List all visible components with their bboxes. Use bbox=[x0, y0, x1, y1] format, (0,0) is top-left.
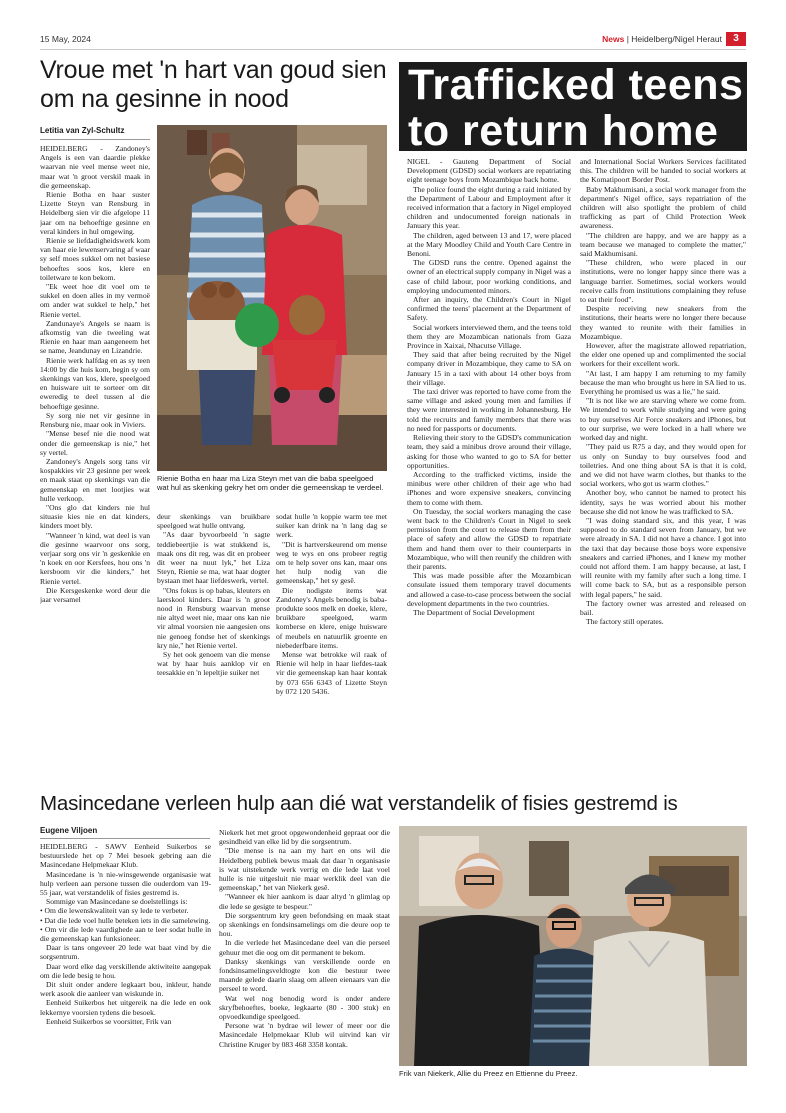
paragraph: deur skenkings van bruikbare speelgoed wat hulle ontvang. bbox=[157, 512, 270, 531]
paragraph: Baby Makhumisani, a social work manager from the department's Nigel office, says repatriation of the children will also spotlight the problem of child trafficking as part of Child Protection Week awareness. bbox=[580, 184, 746, 231]
paragraph: HEIDELBERG - SAWV Eenheid Suikerbos se bestuurslede het op 7 Mei besoek gebring aan die Masincedane Helpmekaar Klub. bbox=[40, 842, 211, 870]
article1-column-1 bbox=[40, 144, 150, 786]
photo-three-men bbox=[399, 826, 747, 1066]
paragraph: "Ek weet hoe dit voel om te sukkel en doen alles in my vermoë om ander wat sukkel te help," het Rienie vertel. bbox=[40, 282, 150, 319]
paragraph: Niekerk het met groot opgewondenheid gepraat oor die gesindheid van elke lid by die sorgsentrum. bbox=[219, 828, 390, 847]
paragraph: "Wanneer 'n kind, wat deel is van die gesinne waarvoor ons sorg, verjaar sorg ons vir 'n geskenkie en 'n koek en oor Kersfees, hou ons 'n kersboom vir die kinders," het Rienie vertel. bbox=[40, 530, 150, 586]
article1-photo-caption: Rienie Botha en haar ma Liza Steyn met van die baba speelgoed wat hul as skenking gekry het om onder die gemeenskap te verdeel. bbox=[157, 474, 384, 492]
paragraph: HEIDELBERG - Zandoney's Angels is een van daardie plekke waarvan nie veel mense weet nie, maar wat 'n groot verskil maak in die gemeenskap. bbox=[40, 144, 150, 190]
paragraph: Relieving their story to the GDSD's communication team, they said a minibus drove around their village, asking for those who wanted to go to SA for better opportunities. bbox=[407, 433, 571, 470]
article3-photo bbox=[399, 826, 747, 1066]
paragraph: The Department of Social Development bbox=[413, 607, 535, 617]
paragraph: The factory owner was arrested and released on bail. bbox=[580, 598, 746, 617]
paragraph: • Dat die lede voel hulle beteken iets in die samelewing. bbox=[40, 915, 211, 925]
paragraph: On Tuesday, the social workers managing the case went back to the Children's Court in Nigel to seek permission from the court to release them from their place of safety and allow the GDSD to repatriate them and hand them over to their counterparts in Mozambique, who will then reunify the children with their parents. bbox=[407, 506, 571, 571]
paragraph: Sy het ook genoem van die mense wat by haar huis aanklop vir en teesakkie en 'n lepeltjie suiker net bbox=[157, 650, 270, 678]
paragraph: Eenheid Suikerbos het uitgereik na die lede en ook lekkernye voorsien tydens die besoek. bbox=[40, 998, 211, 1017]
paragraph: According to the trafficked victims, inside the minibus were other children of their age who had iPhones and wore expensive sneakers, convincing them to come with them. bbox=[407, 469, 571, 507]
paragraph: "Wanneer ek hier aankom is daar altyd 'n glimlag op die lede se gesigte te bespeur." bbox=[219, 892, 390, 911]
section-separator: | bbox=[624, 34, 632, 44]
paragraph: Danksy skenkings van verskillende oorde en fondsinsamelingsveldtogte kon die bestuur twee maande gelede daarin slaag om alleen eienaars van die perseel te word. bbox=[219, 956, 390, 994]
paragraph: Rienie se liefdadigheidswerk kom van haar eie lewenservaring af waar sy self moes sukkel om net basiese behoeftes soos kos, klere en toiletware te kon bekom. bbox=[40, 236, 150, 282]
paragraph: Daar word elke dag verskillende aktiwiteite aangepak om die lede besig te hou. bbox=[40, 961, 211, 980]
article1-byline: Letitia van Zyl-Schultz bbox=[40, 126, 125, 135]
photo-two-women-with-toys bbox=[157, 125, 387, 471]
paragraph: Zandoney's Angels sorg tans vir kospakkies vir 23 gesinne per week en maak staat op skenkings van die gemeenskap en met lootjies wat hulle verkoop. bbox=[40, 456, 150, 503]
paragraph: Sommige van Masincedane se doelstellings is: bbox=[46, 897, 188, 907]
paragraph: "At last, I am happy I am returning to my family because the man who brought us here in SA lied to us. Everything he promised us was a lie," he said. bbox=[580, 368, 746, 397]
section-label bbox=[602, 34, 722, 44]
section-name: News bbox=[602, 34, 625, 44]
article1-byline-rule bbox=[40, 139, 150, 140]
paragraph: Mense wat betrokke wil raak of Rienie wil help in haar liefdes-taak vir die gemeenskap kan haar kontak by 073 656 6343 of Lizette Steyn by 072 120 5436. bbox=[276, 650, 387, 696]
paragraph: Daar is tans ongeveer 20 lede wat baat vind by die sorgsentrum. bbox=[40, 943, 211, 962]
article1-headline: Vroue met 'n hart van goud sien om na gesinne in nood bbox=[40, 56, 387, 113]
article2-headline: Trafficked teens to return home bbox=[408, 61, 744, 155]
article3-byline: Eugene Viljoen bbox=[40, 826, 98, 835]
paragraph: However, after the magistrate allowed repatriation, the elder one opened up and complimented the social workers for their excellent work. bbox=[580, 341, 746, 369]
paragraph: "They paid us R75 a day, and they would open for us only on Sunday to buy ourselves food and toiletries. And one thing about SA is that it is cold, and we did not have warm clothes, but thanks to the social workers, who got us warm clothes." bbox=[580, 442, 746, 489]
article1-photo bbox=[157, 125, 387, 471]
article3-column-2 bbox=[219, 828, 390, 1082]
paragraph: Despite receiving new sneakers from the institutions, their hearts were no longer there because they wanted to reunite with their families in Mozambique. bbox=[580, 304, 746, 341]
paragraph: In die verlede het Masincedane deel van die perseel gehuur met die oog om dit permanent te bekom. bbox=[219, 938, 390, 957]
page-number-badge: 3 bbox=[726, 32, 746, 46]
paragraph: Rienie werk halfdag en as sy teen 14:00 by die huis kom, begin sy om skenkings van kos, klere, speelgoed en huisware uit te sorteer om dit eweredig te deel tussen al die behoeftige gesinne. bbox=[40, 355, 150, 411]
paragraph: Wat wel nog benodig word is onder andere skryfbehoeftes, boeke, legkaarte (80 - 300 stuk) en opvoedkundige speelgoed. bbox=[219, 993, 390, 1022]
article3-headline: Masincedane verleen hulp aan dié wat verstandelik of fisies gestremd is bbox=[40, 792, 678, 815]
header-divider bbox=[40, 49, 746, 50]
paragraph: The children, aged between 13 and 17, were placed at the Mary Moodley Child and Youth Care Centre in Benoni. bbox=[407, 230, 571, 259]
paragraph: Persone wat 'n bydrae wil lewer of meer oor die Masincedale Helpmekaar Klub wil uitvind kan vir Christine Kruger by 083 468 3358 kontak. bbox=[219, 1021, 390, 1049]
article1-column-3 bbox=[276, 512, 387, 788]
paragraph: "The children are happy, and we are happy as a team because we managed to complete the matter," said Makhumisani. bbox=[580, 230, 746, 259]
paragraph: They said that after being recruited by the Nigel company driver in Mozambique, they came to SA on January 15 in a taxi with about 14 other boys from their village. bbox=[407, 350, 571, 387]
paragraph: "Die mense is na aan my hart en ons wil die Heidelberg publiek bewus maak dat daar 'n organisasie is wat uitstekende werk verrig en die lede laat voel hulle is nie uitgesluit nie maar werklik deel van die gemeenskap," het van Niekerk gesê. bbox=[219, 846, 390, 893]
paragraph: Sy sorg nie net vir gesinne in Rensburg nie, maar ook in Viviers. bbox=[40, 410, 150, 430]
paragraph: and International Social Workers Services facilitated this. The children will be handed to social workers at the Komatipoort Border Post. bbox=[580, 157, 746, 185]
paragraph: • Om vir die lede vaardighede aan te leer sodat hulle in die gemeenskap kan funksioneer. bbox=[40, 924, 211, 944]
paragraph: Masincedane is 'n nie-winsgewende organisasie wat hulp verleen aan persone tussen die ouderdom van 19-55 jaar, wat verstandelik of fisies gestremd is. bbox=[40, 869, 211, 898]
paragraph: Die nodigste items wat Zandoney's Angels benodig is baba-produkte soos melk en doeke, klere, bruikbare speelgoed, warm komberse en klere, enige huisware of meubels en natuurlik groente en niebederfbare items. bbox=[276, 585, 387, 650]
publication-name: Heidelberg/Nigel Heraut bbox=[631, 34, 722, 44]
paragraph: "These children, who were placed in our institutions, were no longer happy since there was a language barrier. Sometimes, social workers would receive calls from institutions complaining they refuse to eat their food". bbox=[580, 258, 746, 305]
article3-column-1 bbox=[40, 842, 211, 1082]
paragraph: After an inquiry, the Children's Court in Nigel confirmed the teens' placement at the Department of Safety. bbox=[407, 295, 571, 323]
paragraph: "Ons glo dat kinders nie hul situasie kies nie en dat kinders, kinders moet bly. bbox=[40, 502, 150, 531]
article1-column-2 bbox=[157, 512, 270, 788]
paragraph: • Om die lewenskwaliteit van sy lede te verbeter. bbox=[40, 906, 189, 916]
paragraph: "Ons fokus is op babas, kleuters en laerskool kinders. Daar is 'n groot nood in Rensburg waarvan mense nie altyd weet nie, maar ons kan nie vir almal voorsien nie aangesien ons nie genoeg fondse het of skenkings kry nie," het Rienie vertel. bbox=[157, 585, 270, 650]
issue-date: 15 May, 2024 bbox=[40, 34, 91, 44]
paragraph: "As daar byvoorbeeld 'n sagte teddiebeertjie is wat stukkend is, maak ons dit reg, was dit en probeer dit weer na nuut lyk," het Liza Steyn, Rienie se ma, wat haar dogter bystaan met haar liefdeswerk, vertel. bbox=[157, 530, 270, 586]
paragraph: The GDSD runs the centre. Opened against the owner of an electrical supply company in Nigel was a case of child labour, poor working conditions, and employing undocumented minors. bbox=[407, 258, 571, 295]
paragraph: Die Kersgeskenke word deur die jaar versamel bbox=[40, 585, 150, 604]
paragraph: "I was doing standard six, and this year, I was supposed to do standard seven from January, but we were already in SA. I did not have a chance. I got into the taxi that day because those boys wore expensive sneakers and carried iPhones, and I knew my mother could not afford them. I am happy because, at last, I will reunite with my family after such a long time. I will come back to SA, but as a responsible person with legal papers," he said. bbox=[580, 515, 746, 599]
paragraph: Zandunaye's Angels se naam is afkomstig van die tweeling wat Rienie en haar man aangeneem het se name, Jeandunay en Lizandrie. bbox=[40, 318, 150, 356]
paragraph: "Dit is hartverskeurend om mense weg te wys en ons probeer regtig om te help sover ons kan, maar ons het hulp nodig van die gemeenskap," het sy gesê. bbox=[276, 539, 387, 586]
paragraph: Rienie Botha en haar suster Lizette Steyn van Rensburg in Heidelberg sien vir die afgelope 11 jaar om na behoeftige gesinne en veral kinders in hul omgewing. bbox=[40, 190, 150, 236]
paragraph: The police found the eight during a raid initiated by the Department of Labour and Employment after it received information that a factory in Nigel employed children and undocumented foreign nationals in January this year. bbox=[407, 184, 571, 231]
paragraph: The taxi driver was reported to have come from the same village and asked young men and families if they were interested in working in Johannesburg. He told the recruits and family members that there was no need for passports or documents. bbox=[407, 387, 571, 433]
page-header bbox=[40, 32, 746, 48]
article2-column-1 bbox=[407, 157, 571, 787]
paragraph: "It is not like we are starving where we come from. We intended to work while studying and were going to buy ourselves Air Force sneakers and iPhones, but to our surprise, we were locked in a hall where we worked day and night. bbox=[580, 396, 746, 443]
article3-byline-rule bbox=[40, 838, 210, 839]
paragraph: This was made possible after the Mozambican consulate issued them temporary travel documents and allowed a case-to-case process between the social development departments in the two countries. bbox=[407, 571, 571, 608]
paragraph: sodat hulle 'n koppie warm tee met suiker kan drink na 'n lang dag se werk. bbox=[276, 512, 387, 540]
paragraph: NIGEL - Gauteng Department of Social Development (GDSD) social workers are repatriating eight teenage boys from Mozambique back home. bbox=[407, 157, 571, 185]
article2-column-2 bbox=[580, 157, 746, 787]
paragraph: The factory still operates. bbox=[586, 617, 664, 627]
paragraph: Eenheid Suikerbos se voorsitter, Frik van bbox=[46, 1016, 172, 1026]
paragraph: "Mense besef nie die nood wat onder die gemeenskap is nie," het sy vertel. bbox=[40, 429, 150, 457]
article3-photo-caption: Frik van Niekerk, Allie du Preez en Ettienne du Preez. bbox=[399, 1069, 578, 1078]
paragraph: Die sorgsentrum kry geen befondsing en maak staat op skenkings en fondsinsamelings om die deure oop te hou. bbox=[219, 910, 390, 939]
paragraph: Dit sluit onder andere legkaart bou, inkleur, hande werk asook die aanleer van wiskunde in. bbox=[40, 980, 211, 999]
paragraph: Social workers interviewed them, and the teens told them they are Mozambican nationals from Gaza Province in Xaixai, Nhacutse Village. bbox=[407, 322, 571, 351]
paragraph: Another boy, who cannot be named to protect his identity, says he was worried about his mother because she did not know he was trafficked to SA. bbox=[580, 488, 746, 516]
